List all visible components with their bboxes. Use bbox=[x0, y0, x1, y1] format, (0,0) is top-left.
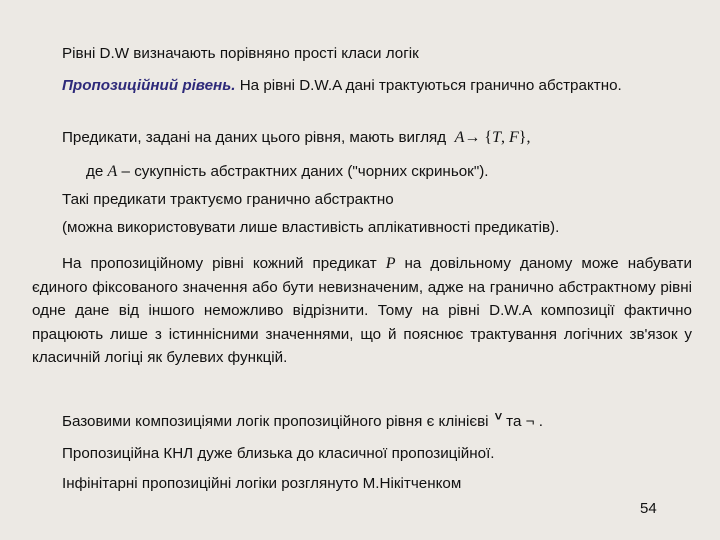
abstract-line bbox=[32, 188, 720, 212]
predicates-line bbox=[32, 126, 720, 150]
formula-t: T bbox=[492, 129, 501, 146]
propositional-level-term: Пропозиційний рівень. bbox=[62, 77, 236, 94]
knl-line bbox=[32, 442, 720, 466]
infinitary-line bbox=[32, 472, 720, 496]
propositional-level-text: На рівні D.W.A дані трактуються гранично абстрактно. bbox=[239, 77, 622, 94]
infinitary-text: Інфінітарні пропозиційні логіки розглянуто М.Нікітченком bbox=[62, 475, 462, 492]
applicativity-text: (можна використовувати лише властивість аплікативності предикатів). bbox=[62, 219, 560, 236]
predicate-value-pre: На пропозиційному рівні кожний предикат bbox=[62, 255, 386, 272]
predicate-value-paragraph bbox=[32, 252, 692, 370]
abstract-text: Такі предикати трактуємо гранично абстрактно bbox=[62, 191, 394, 208]
intro-text: Рівні D.W визначають порівняно прості класи логік bbox=[62, 45, 419, 62]
where-a-line bbox=[32, 160, 720, 184]
disjunction-symbol: ˅ bbox=[494, 409, 503, 424]
base-compositions-line bbox=[32, 410, 720, 434]
knl-text: Пропозиційна КНЛ дуже близька до класичної пропозиційної. bbox=[62, 445, 495, 462]
formula-end: }, bbox=[518, 129, 531, 146]
formula-a: A bbox=[454, 129, 465, 146]
where-text: де bbox=[86, 163, 108, 180]
where-explanation: – сукупність абстрактних даних ("чорних скриньок"). bbox=[117, 163, 489, 180]
base-compositions-text: Базовими композиціями логік пропозиційного рівня є клінієві bbox=[62, 413, 489, 430]
propositional-level-paragraph bbox=[32, 74, 692, 98]
negation-text: та ¬ . bbox=[506, 413, 543, 430]
formula-comma: , bbox=[500, 129, 509, 146]
set-a: А bbox=[107, 163, 118, 180]
applicativity-line bbox=[32, 216, 720, 240]
formula-arrow: → { bbox=[464, 129, 493, 146]
formula-f: F bbox=[508, 129, 519, 146]
intro-line bbox=[32, 42, 720, 66]
predicate-p: P bbox=[385, 255, 396, 272]
predicate-value-text: на довільному даному може набувати єдиного фіксованого значення або бути невизначеним, адже на гранично абстрактному рівні одне дане від іншого неможливо відрізнити. Тому на рівні D.W.A композиції фактично працюють лише з істиннісними значеннями, що й пояснює трактування логічних зв'язок у класичній логіці як булевих функцій. bbox=[32, 255, 692, 366]
page-number: 54 bbox=[640, 500, 657, 517]
predicates-text: Предикати, задані на даних цього рівня, мають вигляд bbox=[62, 129, 447, 146]
